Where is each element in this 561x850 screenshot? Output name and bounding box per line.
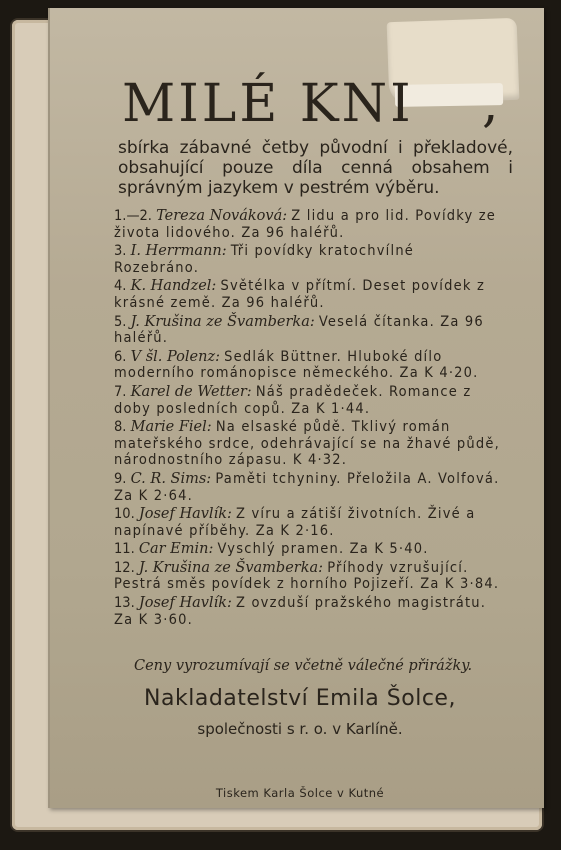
book-list-item (114, 560, 504, 593)
book-list-item (114, 314, 504, 347)
price-note: Ceny vyrozumívají se včetně válečné přirážky. (134, 658, 473, 674)
book-number: 11. (114, 541, 135, 558)
book-number: 10. (114, 506, 135, 523)
book-description: Na elsaské půdě. Tklivý román mateřského srdce, odehrávající se na žhavé půdě, národnostního zápasu. K 4·32. (114, 419, 500, 469)
book-list-item (114, 419, 504, 469)
book-description: Příhody vzrušující. Pestrá směs povídek z horního Pojizeří. Za K 3·84. (114, 559, 500, 593)
book-number: 4. (114, 278, 127, 295)
publisher-company: společnosti s r. o. v Karlíně. (197, 720, 403, 738)
book-list-item (114, 506, 504, 539)
book-author: Josef Havlík: (138, 506, 232, 523)
book-list (114, 208, 504, 630)
book-list-item (114, 384, 504, 417)
book-number: 7. (114, 383, 127, 400)
book-description: Tři povídky kratochvílné Rozebráno. (114, 243, 415, 276)
book-author: Josef Havlík: (138, 595, 232, 612)
book-author: K. Handzel: (130, 278, 217, 295)
book-description: Náš pradědeček. Romance z doby posledních copů. Za K 1·44. (114, 383, 472, 417)
book-author: J. Krušina ze Švamberka: (130, 313, 315, 330)
book-list-item (114, 278, 504, 311)
book-number: 5. (114, 313, 127, 330)
book-author: J. Krušina ze Švamberka: (138, 559, 324, 576)
book-list-item (114, 471, 504, 504)
book-list-item (114, 243, 504, 276)
book-author: Karel de Wetter: (130, 383, 252, 400)
book-number: 1.—2. (114, 208, 152, 224)
book-description: Z lidu a pro lid. Povídky ze života lidového. Za 96 haléřů. (114, 208, 497, 241)
book-number: 13. (114, 595, 135, 612)
series-description: sbírka zábavné četby původní i překladové, obsahující pouze díla cenná obsahem i správným jazykem v pestrém výběru. (118, 138, 513, 198)
book-description: Sedlák Büttner. Hluboké dílo moderního románopisce německého. Za K 4·20. (114, 348, 479, 382)
book-list-item (114, 595, 504, 628)
book-description: Světélka v přítmí. Deset povídek z krásné země. Za 96 haléřů. (114, 278, 485, 311)
book-number: 9. (114, 470, 127, 487)
book-description: Z ovzduší pražského magistrátu. Za K 3·60. (114, 595, 487, 628)
book-description: Paměti tchyniny. Přeložila A. Volfová. Za K 2·64. (114, 470, 500, 504)
book-description: Vyschlý pramen. Za K 5·40. (217, 541, 429, 558)
book-author: I. Herrmann: (130, 243, 227, 260)
book-author: Tereza Nováková: (156, 208, 288, 224)
printer-imprint: Tiskem Karla Šolce v Kutné (215, 786, 385, 800)
book-number: 3. (114, 243, 127, 260)
book-author: Marie Fiel: (130, 419, 212, 436)
book-description: Z víru a zátiší životních. Živé a napínavé příběhy. Za K 2·16. (114, 506, 476, 539)
book-number: 12. (114, 559, 135, 576)
book-author: Car Emin: (138, 541, 214, 558)
book-list-item (114, 541, 504, 558)
book-number: 6. (114, 348, 127, 365)
book-list-item (114, 208, 504, 241)
book-author: V šl. Polenz: (130, 348, 220, 365)
publisher-name: Nakladatelství Emila Šolce, (144, 686, 456, 711)
book-description: Veselá čítanka. Za 96 haléřů. (114, 313, 484, 347)
book-list-item (114, 349, 504, 382)
series-title: MILÉ KNI (122, 74, 414, 134)
book-author: C. R. Sims: (130, 470, 212, 487)
book-number: 8. (114, 419, 127, 436)
series-title-comma: , (482, 74, 499, 134)
